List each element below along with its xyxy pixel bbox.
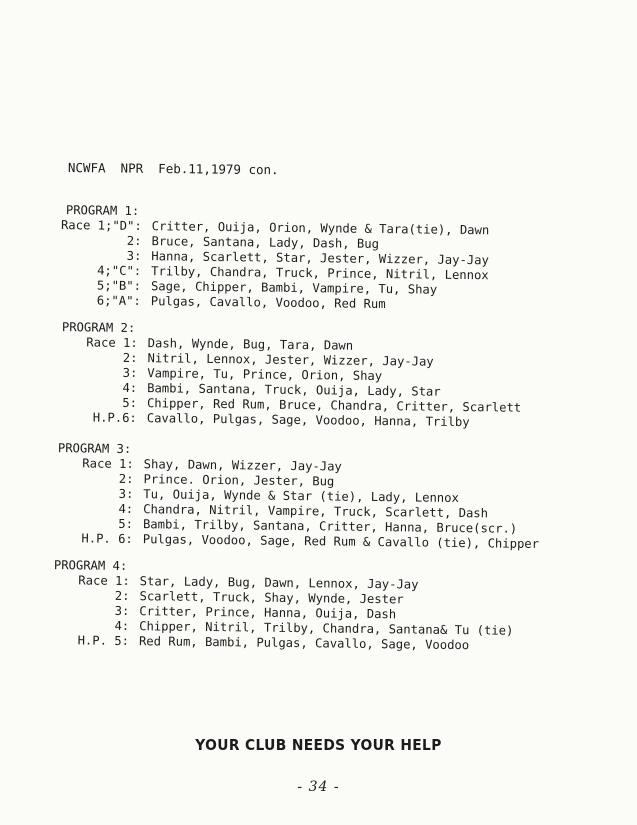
race-entries: Critter, Ouija, Orion, Wynde & Tara(tie), Dawn <box>151 219 490 238</box>
race-entries: Bambi, Santana, Truck, Ouija, Lady, Star <box>147 381 441 399</box>
program-title: PROGRAM 3: <box>57 441 132 456</box>
race-entries: Cavallo, Pulgas, Sage, Voodoo, Hanna, Trilby <box>146 411 470 430</box>
program-title: PROGRAM 2: <box>61 320 136 335</box>
page-number: - 34 - <box>297 779 340 795</box>
race-entries: Hanna, Scarlett, Star, Jester, Wizzer, Jay-Jay <box>151 249 489 268</box>
race-entries: Dash, Wynde, Bug, Tara, Dawn <box>147 336 354 353</box>
race-entries: Bruce, Santana, Lady, Dash, Bug <box>151 234 380 251</box>
race-entries: Red Rum, Bambi, Pulgas, Cavallo, Sage, Voodoo <box>138 634 470 653</box>
race-label: H.P. 5: <box>77 633 130 649</box>
race-entries: Tu, Ouija, Wynde & Star (tie), Lady, Lennox <box>143 487 459 505</box>
race-entries: Pulgas, Voodoo, Sage, Red Rum & Cavallo (tie), Chipper <box>142 532 540 551</box>
race-label: 4: <box>122 380 138 396</box>
race-label: 2: <box>114 588 130 604</box>
program-block <box>49 441 540 552</box>
program-block <box>57 203 490 313</box>
race-entries: Chandra, Nitril, Vampire, Truck, Scarlett, Dash <box>143 502 489 521</box>
race-label: Race 1: <box>86 335 138 351</box>
race-label: 2: <box>118 471 134 487</box>
race-label: 3: <box>114 603 130 619</box>
race-label: 4: <box>114 618 130 634</box>
race-label: 2: <box>126 233 142 249</box>
race-label: Race 1;"D": <box>60 218 142 234</box>
race-entries: Critter, Prince, Hanna, Ouija, Dash <box>139 604 397 622</box>
document-header: NCWFA NPR Feb.11,1979 con. <box>67 160 279 178</box>
program-block <box>53 320 522 431</box>
race-entries: Pulgas, Cavallo, Voodoo, Red Rum <box>150 294 386 312</box>
program-title: PROGRAM 1: <box>65 203 140 218</box>
race-label: 6;"A": <box>96 293 141 309</box>
race-label: 5;"B": <box>96 278 142 294</box>
race-entries: Shay, Dawn, Wizzer, Jay-Jay <box>143 457 342 474</box>
race-entries: Prince. Orion, Jester, Bug <box>143 472 335 489</box>
race-label: H.P.6: <box>92 410 137 426</box>
race-label: 3: <box>126 248 142 264</box>
program-block <box>45 558 514 654</box>
race-label: 5: <box>122 395 138 411</box>
race-label: Race 1: <box>78 573 130 589</box>
race-label: 4;"C": <box>97 263 142 279</box>
race-entries: Sage, Chipper, Bambi, Vampire, Tu, Shay <box>150 279 438 297</box>
race-label: 2: <box>122 350 138 366</box>
race-entries: Chipper, Red Rum, Bruce, Chandra, Critter, Scarlett <box>146 396 522 415</box>
race-entries: Nitril, Lennox, Jester, Wizzer, Jay-Jay <box>147 351 434 369</box>
race-entries: Scarlett, Truck, Shay, Wynde, Jester <box>139 589 404 607</box>
race-label: 5: <box>118 516 134 532</box>
race-label: 4: <box>118 501 134 517</box>
race-label: H.P. 6: <box>81 531 133 547</box>
race-entries: Bambi, Trilby, Santana, Critter, Hanna, Bruce(scr.) <box>142 517 518 536</box>
race-entries: Trilby, Chandra, Truck, Prince, Nitril, Lennox <box>151 264 489 283</box>
race-entries: Vampire, Tu, Prince, Orion, Shay <box>147 366 383 384</box>
race-label: 3: <box>122 365 138 381</box>
program-title: PROGRAM 4: <box>53 558 128 573</box>
race-entries: Star, Lady, Bug, Dawn, Lennox, Jay-Jay <box>139 574 419 592</box>
race-label: 3: <box>118 486 134 502</box>
club-help-banner: YOUR CLUB NEEDS YOUR HELP <box>195 736 442 754</box>
race-entries: Chipper, Nitril, Trilby, Chandra, Santana& Tu (tie) <box>139 619 514 638</box>
race-label: Race 1: <box>82 456 134 472</box>
